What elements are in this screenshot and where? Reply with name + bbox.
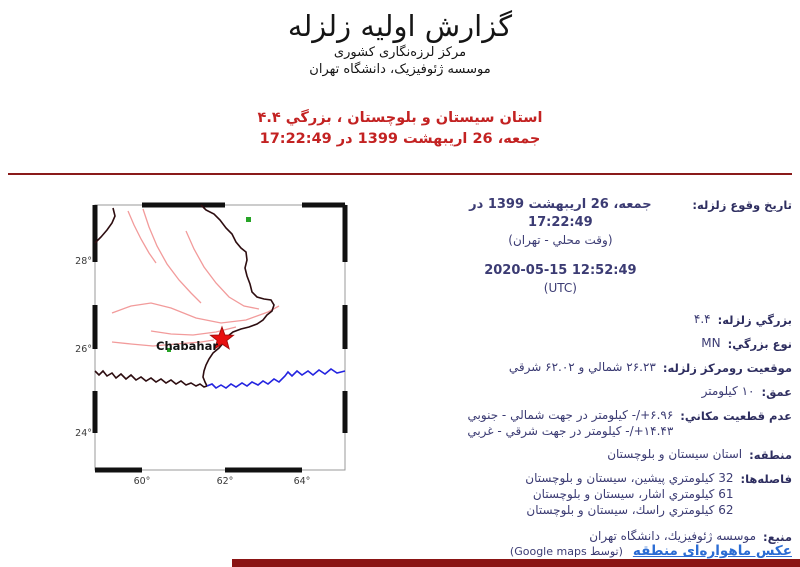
lat-tick-26: 26° xyxy=(75,344,92,355)
page-title: گزارش اولیه زلزله xyxy=(287,9,513,43)
date-utc: 2020-05-15 12:52:49 xyxy=(484,263,637,278)
row-distances xyxy=(382,470,792,518)
region-label: منطقه: xyxy=(749,448,792,462)
event-summary xyxy=(0,108,800,150)
footer xyxy=(510,543,792,559)
distance-line-1: 32 کیلومتري پیشین، سیستان و بلوچستان xyxy=(525,471,734,485)
date-local-note: (وقت محلي - تهران) xyxy=(508,233,613,247)
uncertainty-value xyxy=(467,407,673,439)
date-local-time: 17:22:49 xyxy=(528,215,593,230)
magnitude-type-value: MN xyxy=(701,336,721,350)
bottom-red-bar xyxy=(232,559,800,567)
magnitude-type-label: نوع بزرگي: xyxy=(727,337,792,351)
epicenter-label: موقعیت رومرکز زلزله: xyxy=(662,361,792,375)
source-value: موسسه ژئوفیزیك، دانشگاه تهران xyxy=(589,529,757,543)
epicenter-value: ۲۶.۲۳ شمالي و ۶۲.۰۲ شرقي xyxy=(508,360,656,374)
magnitude-label: بزرگي زلزله: xyxy=(717,313,792,327)
distances-label: فاصله‌ها: xyxy=(740,472,792,486)
region-value: استان سیستان و بلوچستان xyxy=(607,447,743,461)
row-location-uncertainty xyxy=(382,407,792,439)
lon-tick-64: 64° xyxy=(293,476,311,487)
distances-value xyxy=(525,470,733,518)
lat-tick-24: 24° xyxy=(75,428,92,439)
uncertainty-line-ns: -/+۶.۹۶ کیلومتر در جهت شمالي - جنوبي xyxy=(467,408,674,422)
lon-tick-60: 60° xyxy=(133,476,151,487)
header-divider xyxy=(8,173,792,175)
report-header xyxy=(0,8,800,78)
depth-value: ۱۰ کیلومتر xyxy=(701,384,755,398)
org-name: مرکز لرزه‌نگاری کشوری xyxy=(333,45,467,60)
lon-tick-62: 62° xyxy=(216,476,234,487)
green-dot-north xyxy=(246,217,251,222)
institute-name: موسسه ژئوفیزیک، دانشگاه تهران xyxy=(309,62,491,77)
satellite-image-link[interactable]: عکس ماهواره‌ای منطقه xyxy=(632,543,792,559)
row-region xyxy=(382,446,792,463)
map-axis-labels xyxy=(75,256,310,487)
row-epicenter-position xyxy=(382,359,792,376)
depth-label: عمق: xyxy=(761,385,792,399)
row-depth xyxy=(382,383,792,400)
coast-and-border-lines xyxy=(95,205,274,387)
event-datetime: جمعه، 26 اریبهشت 1399 در 17:22:49 xyxy=(259,131,541,147)
google-maps-credit: (توسط Google maps) xyxy=(509,545,623,558)
row-date xyxy=(382,196,792,297)
epicenter-map xyxy=(70,190,362,532)
date-value xyxy=(435,196,685,297)
date-label: تاریخ وقوع زلزله: xyxy=(692,198,792,212)
distance-line-3: 62 کیلومتري راسك، سیستان و بلوچستان xyxy=(526,503,734,517)
blue-coastline xyxy=(207,369,345,388)
magnitude-value: ۴.۴ xyxy=(693,312,711,326)
distance-line-2: 61 کیلومتري اشار، سیستان و بلوچستان xyxy=(532,487,734,501)
date-utc-note: (UTC) xyxy=(543,281,577,295)
event-region-magnitude: استان سیستان و بلوچستان ، بزرگي ۴.۴ xyxy=(257,110,543,126)
city-label: Chabahar xyxy=(156,339,218,353)
date-local-line1: جمعه، 26 اریبهشت 1399 در xyxy=(469,197,652,212)
lat-tick-28: 28° xyxy=(75,256,92,267)
uncertainty-line-ew: -/+۱۴.۴۳ کیلومتر در جهت شرقي - غربي xyxy=(467,424,674,438)
event-details-table xyxy=(382,196,792,552)
row-magnitude-type xyxy=(382,335,792,352)
row-magnitude xyxy=(382,311,792,328)
source-label: منبع: xyxy=(763,530,792,544)
uncertainty-label: عدم قطعیت مکاني: xyxy=(680,409,792,423)
